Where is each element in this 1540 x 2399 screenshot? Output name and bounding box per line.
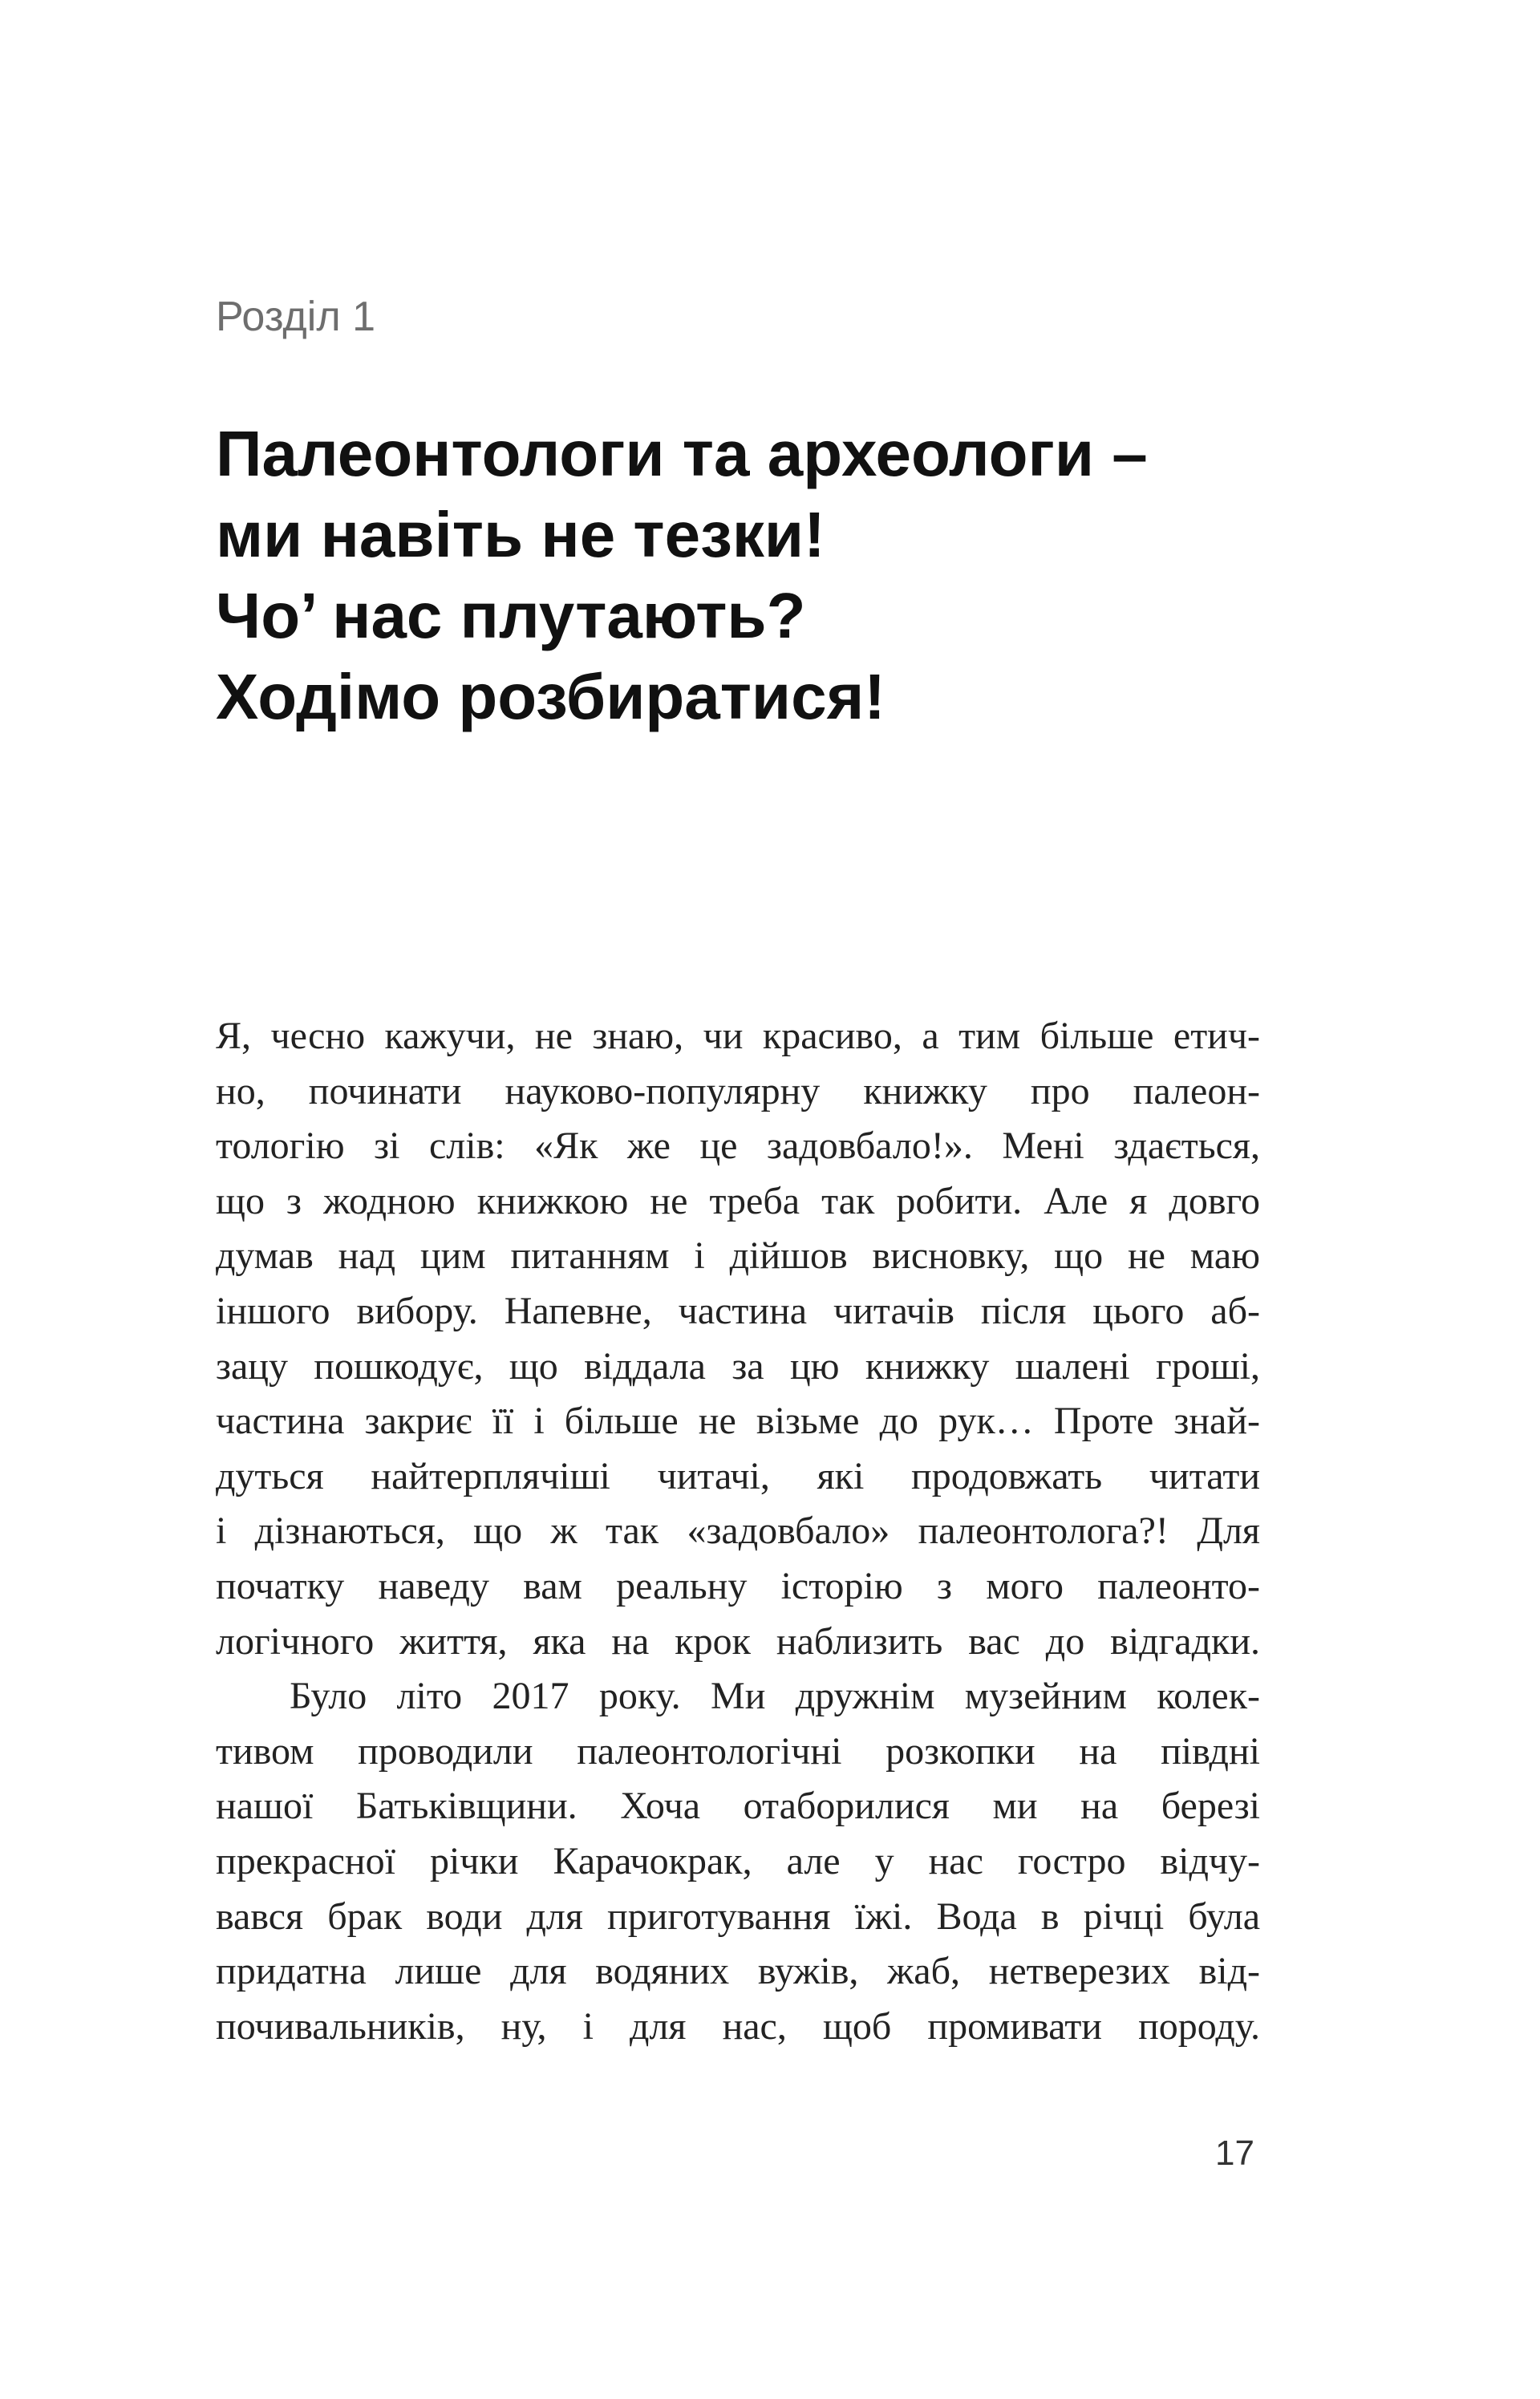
text-line: початку наведу вам реальну історію з мого палеонто-: [216, 1564, 1260, 1607]
text-line: но, починати науково-популярну книжку про палеон-: [216, 1069, 1260, 1112]
text-line: думав над цим питанням і дійшов висновку, що не маю: [216, 1234, 1260, 1278]
text-line: прекрасної річки Карачокрак, але у нас гостро відчу-: [216, 1839, 1260, 1882]
chapter-title-line: Ходімо розбиратися!: [216, 661, 886, 732]
text-line: почивальників, ну, і для нас, щоб промивати породу.: [216, 2004, 1260, 2048]
text-line: тивом проводили палеонтологічні розкопки на півдні: [216, 1729, 1260, 1773]
text-line: Я, чесно кажучи, не знаю, чи красиво, а тим більше етич-: [216, 1015, 1260, 1057]
paragraph-2: [216, 1669, 1260, 2054]
page-number: 17: [1215, 2134, 1254, 2173]
paragraph-1: [216, 1009, 1260, 1669]
text-line: вався брак води для приготування їжі. Вода в річці була: [216, 1894, 1260, 1938]
text-line: зацу пошкодує, що віддала за цю книжку шалені гроші,: [216, 1344, 1260, 1388]
chapter-label: Розділ 1: [216, 294, 376, 340]
text-line: іншого вибору. Напевне, частина читачів після цього аб-: [216, 1289, 1260, 1332]
body-text: [216, 1009, 1260, 2054]
chapter-title-line: Чо’ нас плутають?: [216, 580, 806, 651]
text-line: Було літо 2017 року. Ми дружнім музейним колек-: [290, 1675, 1260, 1718]
text-line: частина закриє її і більше не візьме до рук… Проте знай-: [216, 1400, 1260, 1443]
text-line: і дізнаються, що ж так «задовбало» палеонтолога?! Для: [216, 1510, 1260, 1553]
chapter-title-line: ми навіть не тезки!: [216, 499, 825, 570]
text-line: що з жодною книжкою не треба так робити. Але я довго: [216, 1179, 1260, 1222]
chapter-title-line: Палеонтологи та археологи –: [216, 418, 1148, 489]
text-line: тологію зі слів: «Як же це задовбало!». Мені здається,: [216, 1125, 1260, 1168]
text-line: дуться найтерплячіші читачі, які продовжать читати: [216, 1454, 1260, 1497]
text-line: придатна лише для водяних вужів, жаб, нетверезих від-: [216, 1950, 1260, 1993]
text-line: нашої Батьківщини. Хоча отаборилися ми на березі: [216, 1785, 1260, 1828]
text-line: логічного життя, яка на крок наблизить вас до відгадки.: [216, 1619, 1260, 1663]
chapter-title: [216, 413, 1339, 737]
